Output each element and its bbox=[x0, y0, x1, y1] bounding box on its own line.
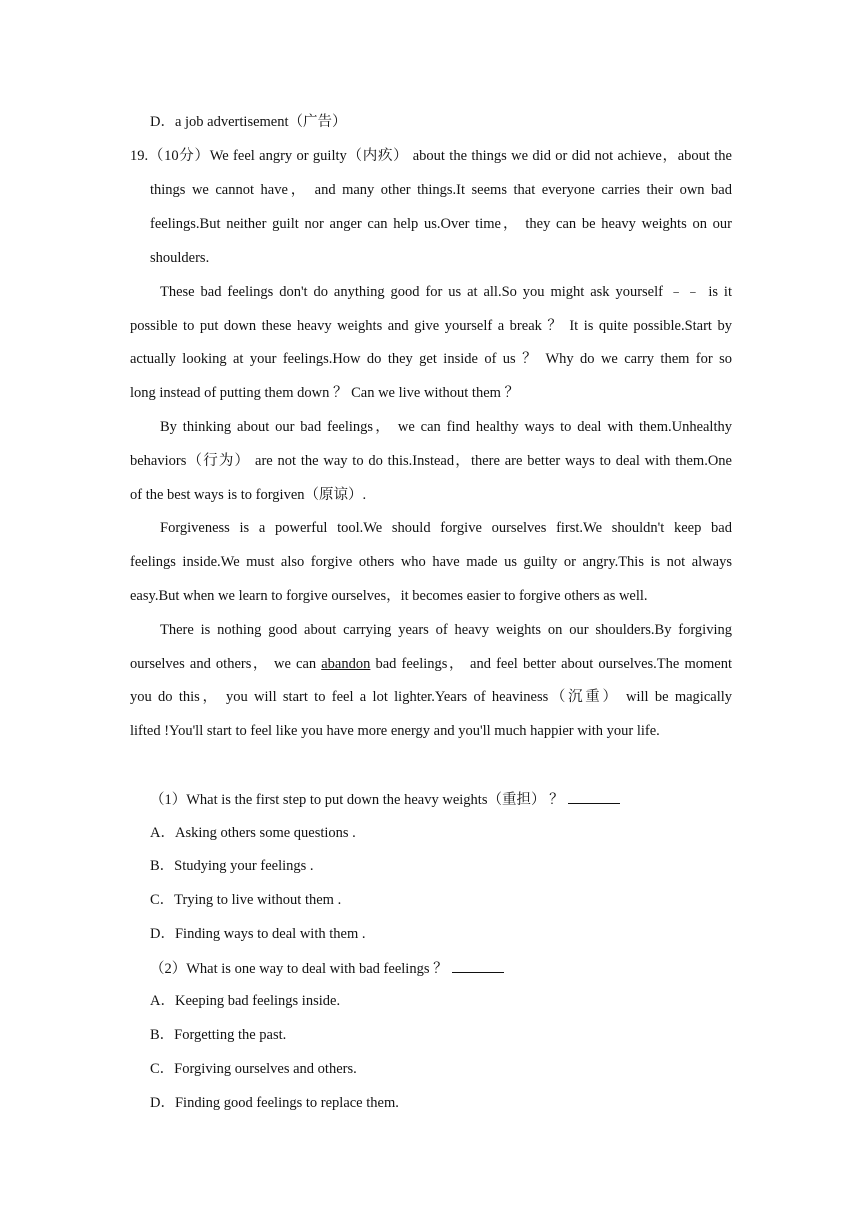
question-19-line-2: things we cannot have， and many other things.It seems that everyone carries their own bad bbox=[150, 182, 732, 198]
passage-p2-line-2: possible to put down these heavy weights and give yourself a break ？ It is quite possible.Start by bbox=[130, 318, 732, 334]
passage-p2-line-3: actually looking at your feelings.How do they get inside of us ？ Why do we carry them for so bbox=[130, 351, 732, 367]
passage-p5-line-2: ourselves and others， we can abandon bad feelings， and feel better about ourselves.The moment bbox=[130, 656, 732, 672]
passage-p5-line-4: lifted !You'll start to feel like you have more energy and you'll much happier with your life. bbox=[130, 723, 660, 739]
passage-p4-line-3: easy.But when we learn to forgive ourselves，it becomes easier to forgive others as well. bbox=[130, 588, 648, 604]
subquestion-1-option-b: B．Studying your feelings . bbox=[150, 858, 314, 874]
question-19-line-3: feelings.But neither guilt nor anger can help us.Over time， they can be heavy weights on our bbox=[150, 216, 732, 232]
passage-p5-line-1: There is nothing good about carrying years of heavy weights on our shoulders.By forgiving bbox=[160, 622, 732, 638]
subquestion-2-option-c: C．Forgiving ourselves and others. bbox=[150, 1061, 357, 1077]
passage-p3-line-2: behaviors（行为） are not the way to do this.Instead，there are better ways to deal with them.One bbox=[130, 453, 732, 469]
subquestion-1-stem: （1）What is the first step to put down the heavy weights（重担） ？ bbox=[150, 789, 620, 810]
passage-p2-line-4: long instead of putting them down ？ Can we live without them ？ bbox=[130, 385, 520, 401]
passage-p4-line-1: Forgiveness is a powerful tool.We should forgive ourselves first.We shouldn't keep bad bbox=[160, 520, 732, 536]
underlined-word-abandon: abandon bbox=[321, 656, 371, 672]
question-19-line-4: shoulders. bbox=[150, 250, 210, 266]
passage-p3-line-3: of the best ways is to forgiven（原谅）. bbox=[130, 487, 367, 503]
passage-p2-line-1: These bad feelings don't do anything good for us at all.So you might ask yourself ﹣﹣ is it bbox=[160, 284, 732, 300]
subquestion-2-option-b: B．Forgetting the past. bbox=[150, 1027, 287, 1043]
question-number: 19.（10分） bbox=[130, 148, 210, 164]
answer-blank-2[interactable] bbox=[452, 958, 504, 973]
answer-blank-1[interactable] bbox=[568, 789, 620, 804]
subquestion-2-option-a: A．Keeping bad feelings inside. bbox=[150, 993, 341, 1009]
previous-option-d: D．a job advertisement（广告） bbox=[150, 114, 347, 130]
subquestion-2-option-d: D．Finding good feelings to replace them. bbox=[150, 1095, 399, 1111]
passage-p5-line-3: you do this， you will start to feel a lot lighter.Years of heaviness（沉重） will be magically bbox=[130, 689, 732, 705]
subquestion-1-option-d: D．Finding ways to deal with them . bbox=[150, 926, 366, 942]
subquestion-1-option-c: C．Trying to live without them . bbox=[150, 892, 342, 908]
subquestion-2-stem: （2）What is one way to deal with bad feelings ？ bbox=[150, 958, 504, 979]
passage-p3-line-1: By thinking about our bad feelings， we can find healthy ways to deal with them.Unhealthy bbox=[160, 419, 732, 435]
passage-p4-line-2: feelings inside.We must also forgive others who have made us guilty or angry.This is not always bbox=[130, 554, 732, 570]
question-19-line-1 bbox=[130, 146, 732, 166]
subquestion-1-option-a: A．Asking others some questions . bbox=[150, 825, 356, 841]
question-text: We feel angry or guilty（内疚） about the things we did or did not achieve，about the bbox=[209, 148, 732, 164]
